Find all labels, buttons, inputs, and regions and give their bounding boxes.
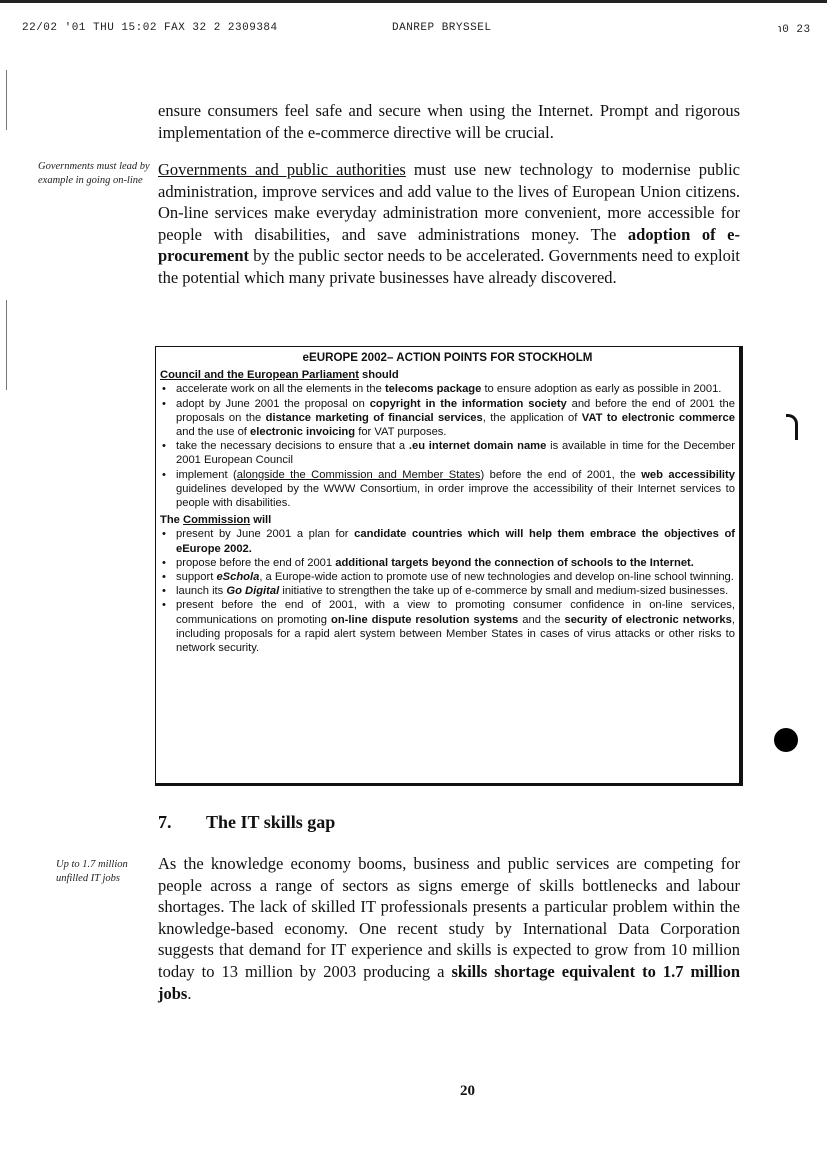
list-item — [160, 556, 735, 570]
section-number: 7. — [158, 812, 172, 832]
e-procurement-phrase: adoption of e-procurement — [158, 224, 740, 266]
item-text: and the use of — [176, 426, 251, 439]
scan-edge-mark — [6, 300, 7, 390]
item-bold: additional targets beyond the connection of schools to the Internet. — [335, 556, 694, 569]
skills-text-1: As the knowledge economy booms, business and public services are competing for people across a range of sectors as signs emerge of skills bottlenecks and labour shortages. The lack of skilled IT professionals presents a particular problem within the knowledge-based economy. One recent study by International Data Corporation suggests that demand for IT experience and skills is expected to grow from 10 million today to 13 million by 2003 producing a — [158, 854, 740, 981]
item-bold: .eu internet domain name — [408, 440, 547, 453]
item-text: propose before the end of 2001 — [176, 556, 336, 569]
page-number: 20 — [460, 1083, 475, 1099]
item-text: guidelines developed by the WWW Consortium, in order improve the accessibility of their Internet services to people with disabilities. — [176, 482, 735, 510]
punch-hole-dot — [774, 728, 798, 752]
commission-heading — [160, 513, 735, 527]
item-bold: telecoms package — [384, 383, 482, 396]
item-underlined: alongside the Commission and Member States — [236, 468, 481, 481]
margin-note-governments: Governments must lead by example in going on-line — [38, 161, 150, 186]
skills-shortage-phrase: skills shortage equivalent to 1.7 million jobs — [158, 961, 740, 1003]
item-text: take the necessary decisions to ensure that a — [176, 440, 409, 453]
list-item — [160, 570, 735, 584]
council-action-list — [160, 382, 735, 510]
fax-header-recipient: DANREP BRYSSEL — [392, 22, 492, 34]
skills-paragraph-text — [158, 853, 740, 1004]
commission-heading-verb: will — [250, 514, 272, 527]
item-bold: copyright in the information society — [369, 397, 567, 410]
fax-header-page: ℩0 23 — [778, 24, 811, 36]
list-item — [160, 527, 735, 555]
item-bold: distance marketing of financial services — [265, 411, 483, 424]
skills-text-2: . — [187, 983, 192, 1003]
list-item — [160, 382, 735, 396]
governments-text-2: by the public sector needs to be accelerated. Governments need to exploit the potential which many private businesses have already discovered. — [158, 246, 740, 287]
commission-heading-subject: Commission — [183, 514, 251, 527]
item-text: , including proposals for a rapid alert system between Member States in cases of virus attacks or other risks to network security. — [176, 613, 735, 655]
intro-paragraph-text: ensure consumers feel safe and secure when using the Internet. Prompt and rigorous implementation of the e-commerce directive will be crucial. — [158, 101, 740, 142]
list-item — [160, 439, 735, 467]
list-item — [160, 584, 735, 598]
council-heading-subject: Council and the European Parliament — [160, 369, 359, 382]
item-bold-italic: Go Digital — [226, 585, 280, 598]
item-text: accelerate work on all the elements in the — [176, 383, 385, 396]
item-bold: candidate countries which will help them embrace the objectives of eEurope 2002. — [176, 528, 736, 555]
item-bold: web accessibility — [641, 468, 735, 481]
item-text: initiative to strengthen the take up of e-commerce by small and medium-sized businesses. — [279, 585, 729, 598]
item-text: support — [176, 571, 217, 584]
punch-hole-mark — [786, 414, 798, 440]
scan-edge-mark — [6, 70, 7, 130]
item-bold: on-line dispute resolution systems — [331, 613, 519, 626]
item-text: is available in time for the December 2001 European Council — [176, 440, 735, 467]
item-text: to ensure adoption as early as possible in 2001. — [481, 383, 722, 396]
item-bold-italic: eSchola — [216, 571, 260, 584]
item-text: present before the end of 2001, with a view to promoting consumer confidence in on-line services, communications on promoting — [176, 599, 735, 626]
item-text: adopt by June 2001 the proposal on — [176, 397, 370, 410]
item-text: implement ( — [176, 468, 237, 481]
list-item — [160, 468, 735, 511]
item-text: and before the end of 2001 the proposals on the — [176, 397, 735, 424]
section-title: The IT skills gap — [206, 812, 336, 832]
governments-subject: Governments and public authorities — [158, 160, 406, 179]
margin-note-it-jobs: Up to 1.7 million unfilled IT jobs — [56, 859, 128, 884]
item-text: launch its — [176, 585, 227, 598]
governments-paragraph-text — [158, 159, 740, 289]
item-bold: VAT to electronic commerce — [581, 411, 735, 424]
fax-top-line — [0, 0, 827, 3]
council-heading — [160, 368, 735, 382]
commission-action-list — [160, 527, 735, 655]
item-bold: security of electronic networks — [564, 613, 732, 626]
item-text: , a Europe-wide action to promote use of new technologies and develop on-line school twinning. — [259, 571, 734, 584]
item-bold: electronic invoicing — [250, 426, 356, 439]
governments-text-1: must use new technology to modernise public administration, improve services and add value to the lives of European Union citizens. On-line services make everyday administration more convenient, more accessible for people with disabilities, and save administrations money. The — [158, 160, 740, 244]
item-text: present by June 2001 a plan for — [176, 528, 355, 541]
item-text: ) before the end of 2001, the — [480, 468, 642, 481]
action-box-title: eEUROPE 2002– ACTION POINTS FOR STOCKHOLM — [302, 351, 593, 364]
item-text: and the — [518, 613, 565, 626]
skills-paragraph — [158, 853, 740, 1004]
section-heading — [158, 812, 335, 833]
action-points-box — [155, 346, 743, 786]
intro-paragraph — [158, 100, 740, 143]
council-heading-verb: should — [358, 369, 399, 382]
fax-header — [0, 0, 827, 40]
list-item — [160, 397, 735, 440]
list-item — [160, 598, 735, 655]
commission-heading-pre: The — [160, 514, 183, 527]
governments-paragraph — [158, 159, 740, 289]
fax-header-sender: 22/02 '01 THU 15:02 FAX 32 2 2309384 — [22, 22, 278, 34]
item-text: , the application of — [482, 411, 582, 424]
item-text: for VAT purposes. — [355, 426, 447, 439]
